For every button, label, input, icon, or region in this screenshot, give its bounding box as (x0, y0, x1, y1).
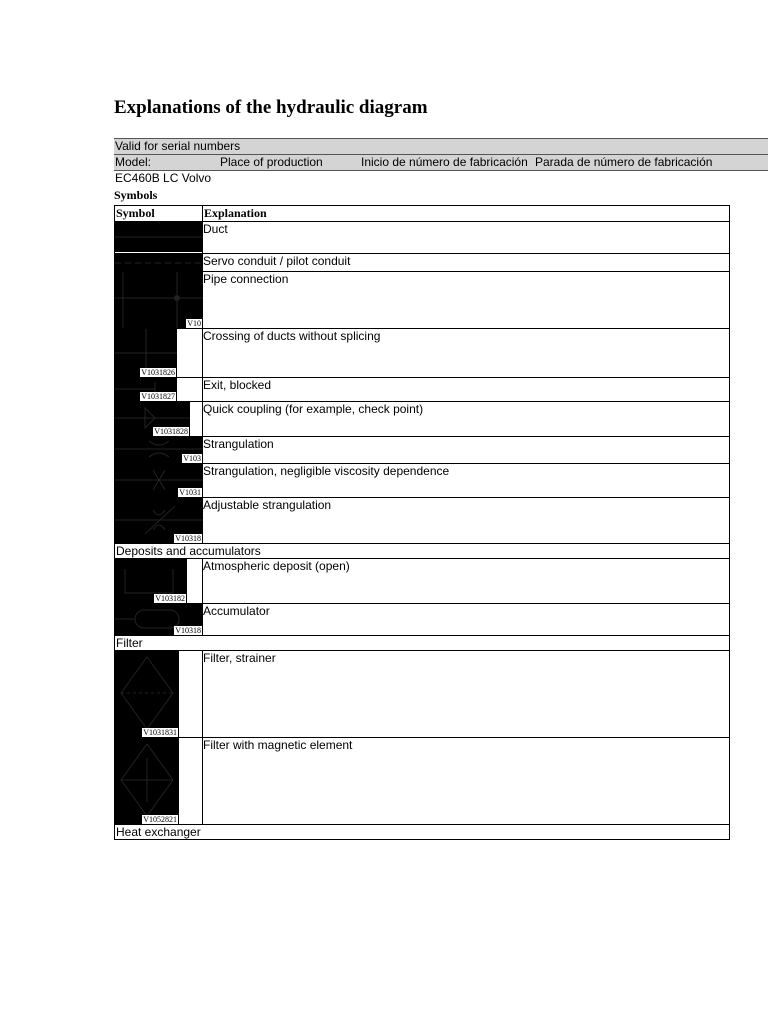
symbol-cell (115, 329, 203, 378)
table-row (115, 604, 730, 636)
symbol-cell (115, 464, 203, 498)
magnetic-filter-icon (115, 738, 179, 824)
strangulation-icon (115, 437, 203, 463)
symbol-code: V1031827 (141, 392, 175, 401)
symbol-code: V103 (183, 454, 201, 463)
explanation-cell: Crossing of ducts without splicing (203, 329, 730, 378)
explanation-column-header: Explanation (203, 206, 730, 222)
table-row (115, 651, 730, 738)
symbol-code: V10318 (175, 534, 201, 543)
section-heat-exchanger-label: Heat exchanger (115, 825, 730, 840)
symbol-code: V1031 (179, 488, 201, 497)
table-row (115, 402, 730, 437)
section-row (115, 636, 730, 651)
open-tank-icon (115, 559, 187, 603)
serial-header-row (115, 155, 767, 170)
model-label: Model: (115, 155, 152, 169)
explanation-cell: Atmospheric deposit (open) (203, 559, 730, 604)
symbol-cell (115, 498, 203, 544)
symbols-table (114, 205, 730, 840)
accumulator-icon (115, 604, 203, 635)
explanation-cell: Strangulation, negligible viscosity dependence (203, 464, 730, 498)
table-row (115, 272, 730, 329)
crossing-ducts-icon (115, 329, 177, 377)
symbol-code: V1031826 (141, 368, 175, 377)
explanation-cell: Adjustable strangulation (203, 498, 730, 544)
explanation-cell: Exit, blocked (203, 378, 730, 402)
exit-blocked-icon (115, 378, 177, 401)
section-row (115, 825, 730, 840)
symbol-cell (115, 437, 203, 464)
explanation-cell: Duct (203, 222, 730, 254)
model-value: EC460B LC Volvo (115, 171, 212, 185)
table-row (115, 437, 730, 464)
table-row (115, 464, 730, 498)
symbol-cell (115, 222, 203, 254)
symbol-cell (115, 604, 203, 636)
serial-number-table (114, 138, 768, 186)
explanation-cell: Pipe connection (203, 272, 730, 329)
filter-icon (115, 651, 179, 737)
explanation-cell: Filter with magnetic element (203, 738, 730, 825)
table-row (115, 498, 730, 544)
table-row (115, 329, 730, 378)
place-label: Place of production (220, 155, 323, 169)
section-row (115, 544, 730, 559)
symbol-code: V103182 (155, 594, 185, 603)
section-deposits-label: Deposits and accumulators (115, 544, 730, 559)
orifice-icon (115, 464, 203, 497)
symbol-code: V1031831 (143, 728, 177, 737)
quick-coupling-icon (115, 402, 190, 436)
symbol-cell (115, 272, 203, 329)
explanation-cell: Servo conduit / pilot conduit (203, 254, 730, 272)
explanation-cell: Accumulator (203, 604, 730, 636)
explanation-cell: Strangulation (203, 437, 730, 464)
duct-line-icon (115, 222, 203, 252)
table-row (115, 559, 730, 604)
page-title: Explanations of the hydraulic diagram (114, 97, 428, 118)
pipe-connection-icon (115, 272, 203, 328)
symbol-cell (115, 651, 203, 738)
stop-serial-label: Parada de número de fabricación (535, 155, 713, 169)
explanation-cell: Filter, strainer (203, 651, 730, 738)
table-row (115, 378, 730, 402)
table-row (115, 738, 730, 825)
symbol-code: V10 (187, 319, 201, 328)
section-filter-label: Filter (115, 636, 730, 651)
symbol-code: V10318 (175, 626, 201, 635)
symbol-cell (115, 738, 203, 825)
symbol-cell (115, 559, 203, 604)
table-row (115, 254, 730, 272)
symbol-code: V1052821 (143, 815, 177, 824)
pilot-line-icon (115, 254, 203, 271)
adjustable-strangulation-icon (115, 498, 203, 543)
symbol-code: V1031828 (154, 427, 188, 436)
symbol-column-header: Symbol (115, 206, 203, 222)
explanation-cell: Quick coupling (for example, check point) (203, 402, 730, 437)
symbol-cell (115, 402, 203, 437)
valid-serial-label: Valid for serial numbers (114, 139, 768, 155)
symbols-heading: Symbols (114, 188, 158, 202)
table-row (115, 222, 730, 254)
symbol-cell (115, 254, 203, 272)
start-serial-label: Inicio de número de fabricación (361, 155, 528, 169)
symbol-cell (115, 378, 203, 402)
